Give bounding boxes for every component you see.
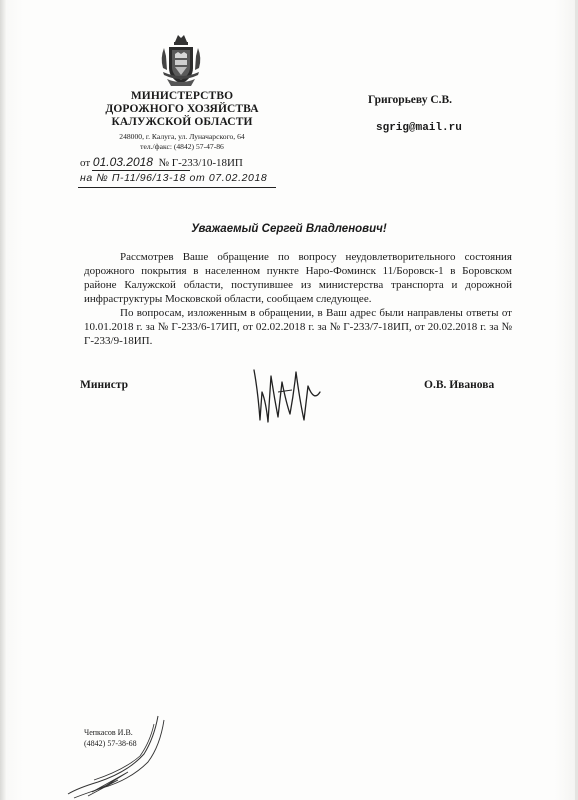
executor-phone: (4842) 57-38-68 xyxy=(84,739,137,748)
kaluga-oblast-coat-of-arms-icon xyxy=(158,32,204,88)
ref-prefix: от xyxy=(80,157,91,169)
ref-number: Г-233/10-18ИП xyxy=(171,157,243,169)
incoming-reference-handwritten: на № П-11/96/13-18 от 07.02.2018 xyxy=(80,172,268,184)
body-paragraph-1: Рассмотрев Ваше обращение по вопросу неудовлетворительного состояния дорожного покрытия в населенном пункте Наро-Фоминск 11/Боровск-1 в Боровском районе Калужской области, поступившее из министерства транспорта и дорожной инфраструктуры Московской области, сообщаем следующее. xyxy=(84,251,512,305)
recipient-email: sgrig@mail.ru xyxy=(376,122,462,134)
phone-fax-line: тел./факс: (4842) 57-47-86 xyxy=(140,142,224,151)
letter-body xyxy=(84,250,512,348)
address-line: 248000, г. Калуга, ул. Луначарского, 64 xyxy=(119,132,245,141)
incoming-reference-underline xyxy=(78,187,276,188)
executor-name: Чепкасов И.В. xyxy=(84,728,133,737)
ref-number-label: № xyxy=(158,157,169,169)
signer-name: О.В. Иванова xyxy=(424,379,495,391)
ministry-line-3: КАЛУЖСКОЙ ОБЛАСТИ xyxy=(111,116,253,128)
salutation: Уважаемый Сергей Владленович! xyxy=(191,223,387,235)
recipient-name: Григорьеву С.В. xyxy=(368,94,453,106)
handwritten-scribble xyxy=(58,710,180,800)
handwritten-date: 01.03.2018 xyxy=(92,155,153,169)
body-paragraph-2: По вопросам, изложенным в обращении, в Ваш адрес были направлены ответы от 10.01.2018 г. за № Г-233/6-17ИП, от 02.02.2018 г. за № Г-233/7-18ИП, от 20.02.2018 г. за № Г-233/9-18ИП. xyxy=(84,307,512,347)
ministry-line-2: ДОРОЖНОГО ХОЗЯЙСТВА xyxy=(105,103,259,115)
ministry-address xyxy=(84,132,280,152)
reference-underline xyxy=(92,170,190,171)
handwritten-signature xyxy=(248,362,328,432)
ministry-name xyxy=(84,90,280,129)
scan-edge-left xyxy=(0,0,6,800)
signer-title: Министр xyxy=(80,379,129,391)
outgoing-reference xyxy=(80,155,243,169)
ministry-line-1: МИНИСТЕРСТВО xyxy=(130,90,234,102)
